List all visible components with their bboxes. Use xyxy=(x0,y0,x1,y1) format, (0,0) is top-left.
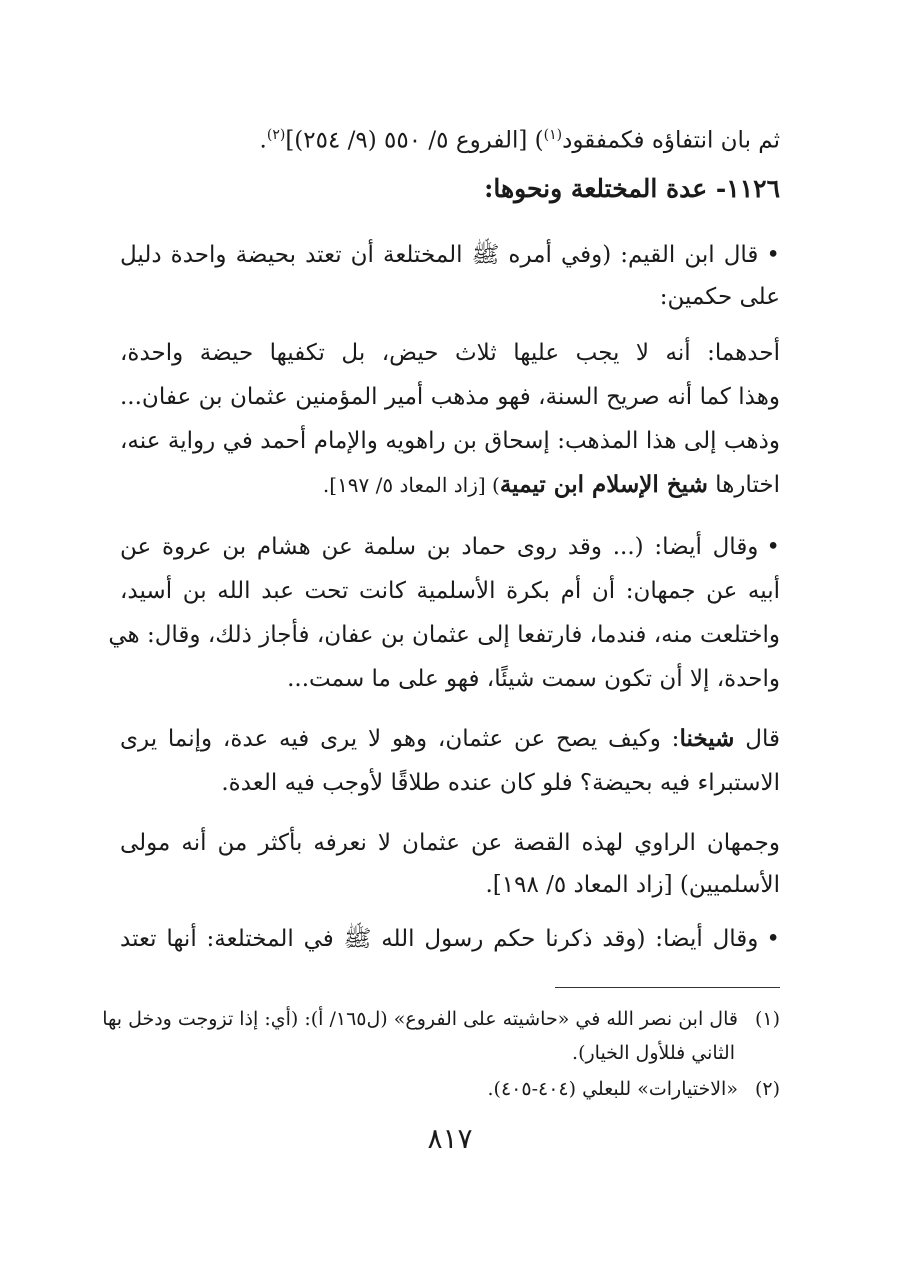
footnote-number: (٢) xyxy=(754,1078,780,1100)
bullet-icon: • xyxy=(766,534,780,560)
line-text: قال ابن القيم: (وفي أمره ﷺ المختلعة أن تعتد بحيضة واحدة دليل xyxy=(120,242,759,268)
line-text: ثم بان انتفاؤه فكمفقود xyxy=(562,127,780,154)
source-reference: ) [الفروع ٥/ ٥٥٠ (٩/ ٢٥٤)] xyxy=(285,127,544,154)
paragraph-2-line-3: وذهب إلى هذا المذهب: إسحاق بن راهويه والإمام أحمد في رواية عنه، xyxy=(120,428,780,454)
line-text: قال xyxy=(734,726,780,752)
paragraph-4-line-1 xyxy=(120,722,780,756)
bold-name: شيخ الإسلام ابن تيمية xyxy=(499,471,708,498)
page-number: ٨١٧ xyxy=(427,1122,473,1155)
footnote-text: قال ابن نصر الله في «حاشيته على الفروع» (ل١٦٥/ أ): (أي: إذا تزوجت ودخل بها xyxy=(102,1008,738,1030)
paragraph-2-line-4 xyxy=(120,468,780,502)
line-text: وقال أيضا: (... وقد روى حماد بن سلمة عن هشام بن عروة عن xyxy=(120,534,759,560)
paragraph-3-line-2: أبيه عن جمهان: أن أم بكرة الأسلمية كانت تحت عبد الله بن أسيد، xyxy=(120,578,780,604)
section-heading: ١١٢٦- عدة المختلعة ونحوها: xyxy=(484,174,780,203)
line-end: . xyxy=(259,127,267,154)
footnote-ref-2[interactable]: (٢) xyxy=(266,127,286,143)
bullet-icon: • xyxy=(766,926,780,952)
paragraph-4-line-2: الاستبراء فيه بحيضة؟ فلو كان عنده طلاقًا لأوجب فيه العدة. xyxy=(221,770,780,796)
paragraph-5-line-1: وجمهان الراوي لهذه القصة عن عثمان لا نعرفه بأكثر من أنه مولى xyxy=(120,830,780,856)
footnote-1-line-2: الثاني فللأول الخيار). xyxy=(572,1042,735,1064)
footnote-number: (١) xyxy=(754,1008,780,1030)
paragraph-2-line-2: وهذا كما أنه صريح السنة، فهو مذهب أمير المؤمنين عثمان بن عفان... xyxy=(120,384,780,410)
footnote-2 xyxy=(120,1074,780,1104)
line-text: : وكيف يصح عن عثمان، وهو لا يرى فيه عدة، وإنما يرى xyxy=(120,726,680,752)
line-text: وقال أيضا: (وقد ذكرنا حكم رسول الله ﷺ في المختلعة: أنها تعتد xyxy=(120,926,759,952)
paragraph-3-line-4: واحدة، إلا أن تكون سمت شيئًا، فهو على ما سمت... xyxy=(287,666,780,692)
paragraph-1-line-2: على حكمين: xyxy=(659,284,780,310)
footnote-ref-1[interactable]: (١) xyxy=(543,127,563,143)
continuation-line xyxy=(120,118,780,158)
paragraph-2-line-1: أحدهما: أنه لا يجب عليها ثلاث حيض، بل تكفيها حيضة واحدة، xyxy=(120,340,780,366)
paragraph-6-line-1 xyxy=(120,922,780,956)
footnote-1-line-1 xyxy=(102,1004,780,1034)
source-reference: ) [زاد المعاد ٥/ ١٩٧]. xyxy=(322,473,500,497)
paragraph-3-line-3: واختلعت منه، فندما، فارتفعا إلى عثمان بن عفان، فأجاز ذلك، وقال: هي xyxy=(108,622,780,648)
bullet-icon: • xyxy=(766,242,780,268)
paragraph-5-line-2: الأسلميين) [زاد المعاد ٥/ ١٩٨]. xyxy=(485,872,780,898)
line-text: اختارها xyxy=(707,472,780,498)
paragraph-3-line-1 xyxy=(120,530,780,564)
bold-name: شيخنا xyxy=(679,725,735,752)
footnote-separator xyxy=(555,987,780,988)
paragraph-1-line-1 xyxy=(120,238,780,272)
footnote-text: «الاختيارات» للبعلي (٤٠٤-٤٠٥). xyxy=(487,1078,738,1100)
